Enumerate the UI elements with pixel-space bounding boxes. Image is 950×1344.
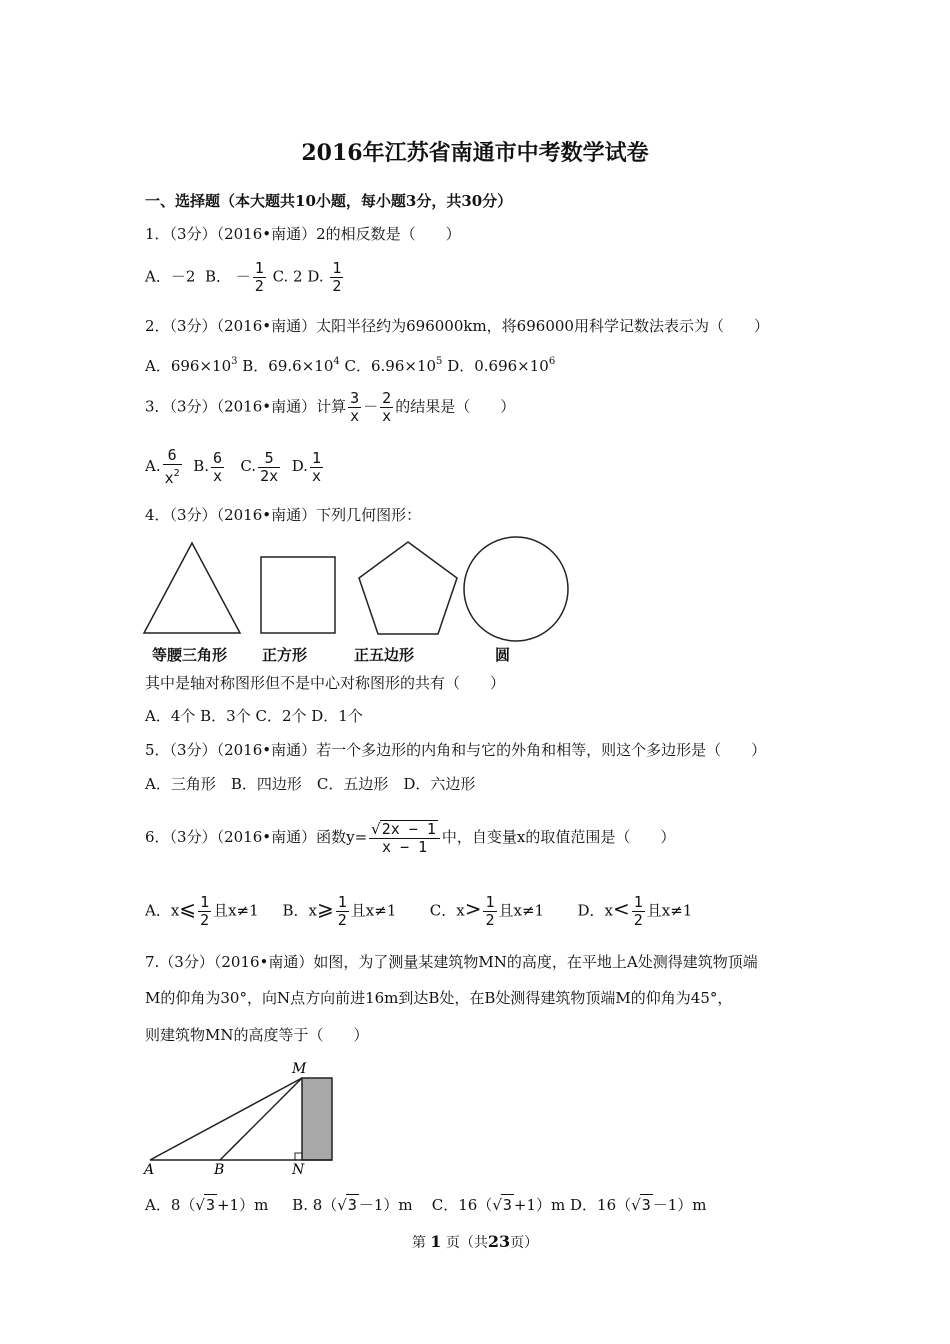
q6-stem: 6．（3分）（2016•南通）函数y= $\frac{√2x - 1}{x - 1}$ 中，自变量x的取值范围是（ ） xyxy=(145,820,676,856)
q4-question: 其中是轴对称图形但不是中心对称图形的共有（ ） xyxy=(145,674,506,692)
q7-options: A．8（√3 +1）m B. 8（√3 －1）m C．16（√3 +1）m D．16（√3 －1）m xyxy=(145,1196,707,1214)
label-triangle: 等腰三角形 xyxy=(152,646,228,664)
isosceles-triangle-shape xyxy=(144,543,240,633)
label-circle: 圆 xyxy=(495,646,511,664)
q7-line2: M的仰角为30°，向N点方向前进16m到达B处，在B处测得建筑物顶端M的仰角为45°， xyxy=(145,989,733,1007)
sight-line-a xyxy=(150,1078,302,1160)
q1-option-a: A．－2 xyxy=(145,267,196,286)
q1-b-fraction: $\frac{1}{2}$ xyxy=(254,259,264,295)
building-shape xyxy=(302,1078,332,1160)
circle-shape xyxy=(464,537,568,641)
label-a: A xyxy=(144,1162,155,1178)
pentagon-shape xyxy=(359,542,457,634)
q1-stem: 1．（3分）（2016•南通）2的相反数是（ ） xyxy=(145,225,461,243)
q1-options xyxy=(145,260,345,295)
q1-option-c-d: C. 2 D. xyxy=(272,267,324,286)
right-angle-mark xyxy=(295,1153,302,1160)
q4-options: A．4个 B．3个 C．2个 D．1个 xyxy=(145,707,363,725)
q1-b-sign: － xyxy=(235,267,251,286)
label-b: B xyxy=(214,1162,225,1178)
section-heading: 一、选择题（本大题共10小题，每小题3分，共30分） xyxy=(145,192,513,210)
sight-line-b xyxy=(220,1078,302,1160)
q2-stem: 2．（3分）（2016•南通）太阳半径约为696000km，将696000用科学记数法表示为（ ） xyxy=(145,317,769,335)
page-title: 2016年江苏省南通市中考数学试卷 xyxy=(301,140,649,166)
q7-building-figure xyxy=(140,1058,350,1183)
label-n: N xyxy=(292,1162,305,1178)
q1-d-fraction: $\frac{1}{2}$ xyxy=(332,259,342,295)
label-square: 正方形 xyxy=(262,646,308,664)
page-footer: 第 1 页（共23页） xyxy=(411,1232,539,1251)
q3-options: A. $\frac{6}{x^2}$ B. $\frac{6}{x}$ C. $\frac{5}{2x}$ D. $\frac{1}{x}$ xyxy=(145,446,321,487)
q1-option-b: B． xyxy=(204,267,231,286)
q7-line3: 则建筑物MN的高度等于（ ） xyxy=(145,1026,369,1044)
q2-options: A．$696\times 10^3$ B．$69.6\times 10^4$ C．$6.96\times 10^5$ D．$0.696\times 10^6$ xyxy=(145,356,556,375)
q7-line1: 7.（3分）（2016•南通）如图，为了测量某建筑物MN的高度，在平地上A处测得建筑物顶端 xyxy=(145,953,758,971)
square-shape xyxy=(261,557,335,633)
q5-options: A．三角形 B．四边形 C．五边形 D．六边形 xyxy=(145,775,476,793)
q5-stem: 5．（3分）（2016•南通）若一个多边形的内角和与它的外角和相等，则这个多边形是（ ） xyxy=(145,741,767,759)
label-pentagon: 正五边形 xyxy=(354,646,415,664)
q4-stem: 4．（3分）（2016•南通）下列几何图形： xyxy=(145,506,422,524)
q3-stem: 3．（3分）（2016•南通）计算 $\frac{3}{x}$ － $\frac{2}{x}$ 的结果是（ ） xyxy=(145,389,516,425)
q6-options: A．x⩽ $\frac{1}{2}$ 且x≠1 B．x⩾ $\frac{1}{2}$ 且x≠1 C．x> $\frac{1}{2}$ 且x≠1 D．x< $\frac{1}{2}$ 且x≠1 xyxy=(145,893,693,929)
label-m: M xyxy=(292,1061,307,1077)
